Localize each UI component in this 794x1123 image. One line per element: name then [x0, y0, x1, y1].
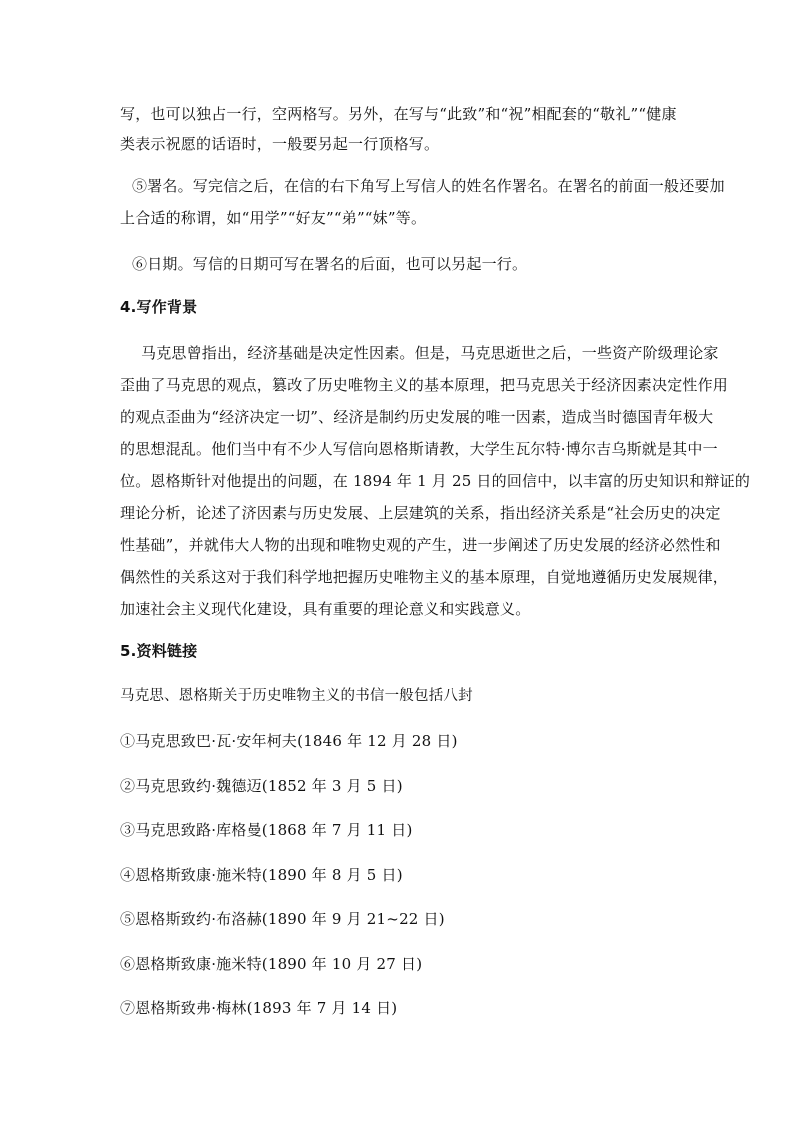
paragraph-line: 的观点歪曲为“经济决定一切”、经济是制约历史发展的唯一因素，造成当时德国青年极大	[120, 408, 714, 426]
paragraph-line: 的思想混乱。他们当中有不少人写信向恩格斯请教，大学生瓦尔特·博尔吉乌斯就是其中一	[120, 440, 718, 458]
paragraph-line: 写，也可以独占一行，空两格写。另外，在写与“此致”和“祝”相配套的“敬礼”“健康	[120, 105, 677, 123]
letter-list-item: ⑤恩格斯致约·布洛赫(1890 年 9 月 21~22 日)	[120, 910, 445, 928]
paragraph-line: 偶然性的关系这对于我们科学地把握历史唯物主义的基本原理，自觉地遵循历史发展规律，	[120, 568, 729, 586]
letter-list-item: ③马克思致路·库格曼(1868 年 7 月 11 日)	[120, 821, 413, 839]
paragraph-line: 歪曲了马克思的观点，篡改了历史唯物主义的基本原理，把马克思关于经济因素决定性作用	[120, 376, 729, 394]
section-heading-resources: 5.资料链接	[120, 642, 198, 660]
letter-list-item: ④恩格斯致康·施米特(1890 年 8 月 5 日)	[120, 866, 403, 884]
letter-list-item: ⑥恩格斯致康·施米特(1890 年 10 月 27 日)	[120, 955, 423, 973]
paragraph-line: 马克思曾指出，经济基础是决定性因素。但是，马克思逝世之后，一些资产阶级理论家	[141, 344, 719, 362]
paragraph-line: 类表示祝愿的话语时，一般要另起一行顶格写。	[120, 135, 440, 153]
paragraph-line: 加速社会主义现代化建设，具有重要的理论意义和实践意义。	[120, 600, 531, 618]
letter-list-item: ①马克思致巴·瓦·安年柯夫(1846 年 12 月 28 日)	[120, 732, 458, 750]
date-item-line: ⑥日期。写信的日期可写在署名的后面，也可以另起一行。	[132, 255, 528, 273]
section-heading-background: 4.写作背景	[120, 298, 198, 316]
letter-list-item: ⑦恩格斯致弗·梅林(1893 年 7 月 14 日)	[120, 999, 398, 1017]
signature-item-line: ⑤署名。写完信之后，在信的右下角写上写信人的姓名作署名。在署名的前面一般还要加	[132, 177, 725, 195]
paragraph-line: 理论分析，论述了济因素与历史发展、上层建筑的关系，指出经济关系是“社会历史的决定	[120, 504, 721, 522]
letter-list-item: ②马克思致约·魏德迈(1852 年 3 月 5 日)	[120, 777, 403, 795]
paragraph-line: 位。恩格斯针对他提出的问题，在 1894 年 1 月 25 日的回信中，以丰富的历史知识和辩证的	[120, 472, 751, 490]
paragraph-line: 上合适的称谓，如“用学”“好友”“弟”“妹”等。	[120, 209, 427, 227]
paragraph-line: 性基础”，并就伟大人物的出现和唯物史观的产生，进一步阐述了历史发展的经济必然性和	[120, 536, 721, 554]
resource-intro: 马克思、恩格斯关于历史唯物主义的书信一般包括八封	[120, 688, 473, 704]
